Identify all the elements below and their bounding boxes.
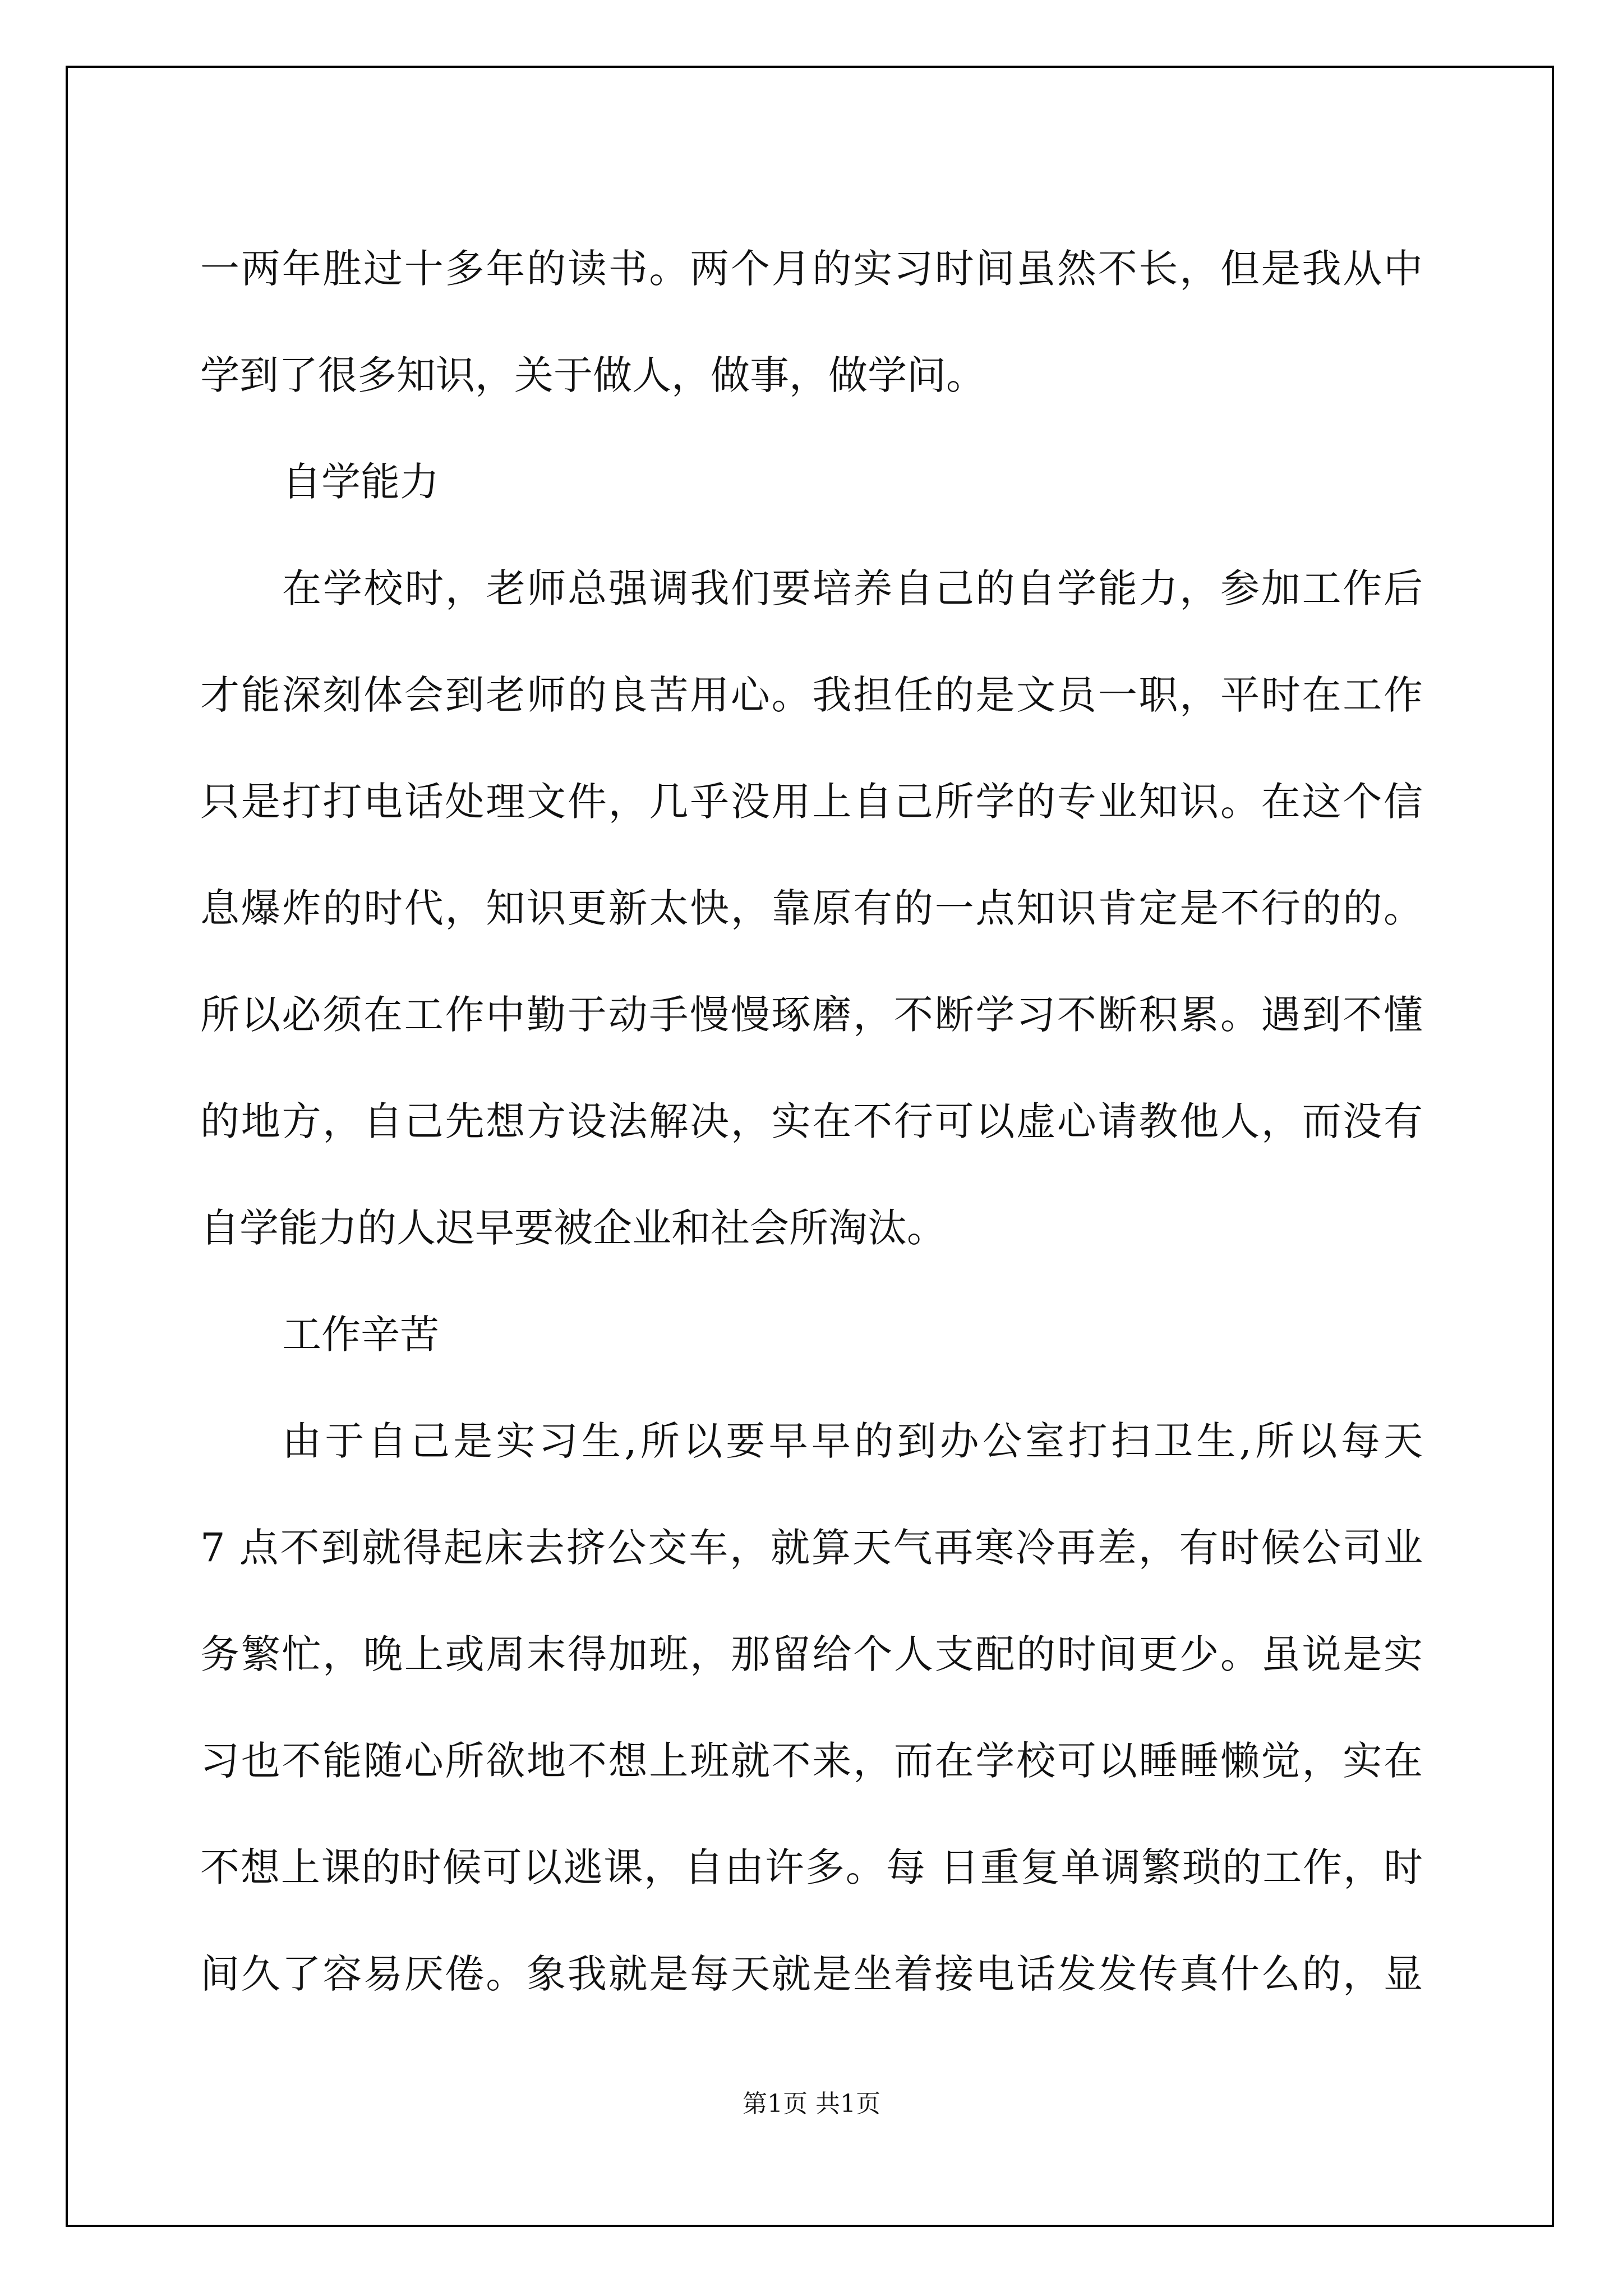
section-heading: 工作辛苦 — [282, 1312, 439, 1358]
paragraph-line: 7 点不到就得起床去挤公交车，就算天气再寒冷再差，有时候公司业 — [200, 1525, 1423, 1571]
page-number-footer: 第1页 共1页 — [743, 2090, 880, 2118]
paragraph-line: 一两年胜过十多年的读书。两个月的实习时间虽然不长，但是我从中 — [200, 246, 1423, 292]
paragraph-line: 在学校时，老师总强调我们要培养自己的自学能力，参加工作后 — [282, 565, 1423, 611]
paragraph-line: 自学能力的人迟早要被企业和社会所淘汰。 — [200, 1205, 946, 1251]
paragraph-line: 所以必须在工作中勤于动手慢慢琢磨，不断学习不断积累。遇到不懂 — [200, 992, 1423, 1038]
paragraph-line: 不想上课的时候可以逃课，自由许多。每 日重复单调繁琐的工作，时 — [200, 1844, 1423, 1890]
document-body — [200, 215, 1423, 2027]
paragraph-line: 由于自己是实习生,所以要早早的到办公室打扫卫生,所以每天 — [282, 1418, 1423, 1464]
paragraph-line: 息爆炸的时代，知识更新太快，靠原有的一点知识肯定是不行的的。 — [200, 885, 1423, 931]
paragraph-line: 只是打打电话处理文件，几乎没用上自己所学的专业知识。在这个信 — [200, 779, 1423, 825]
paragraph-line: 习也不能随心所欲地不想上班就不来，而在学校可以睡睡懒觉，实在 — [200, 1738, 1423, 1784]
section-heading: 自学能力 — [282, 459, 439, 505]
paragraph-line: 务繁忙，晚上或周末得加班，那留给个人支配的时间更少。虽说是实 — [200, 1631, 1423, 1677]
paragraph-line: 的地方，自己先想方设法解决，实在不行可以虚心请教他人，而没有 — [200, 1098, 1423, 1144]
paragraph-line: 才能深刻体会到老师的良苦用心。我担任的是文员一职，平时在工作 — [200, 672, 1423, 718]
paragraph-line: 间久了容易厌倦。象我就是每天就是坐着接电话发发传真什么的，显 — [200, 1951, 1423, 1997]
paragraph-line: 学到了很多知识，关于做人，做事，做学问。 — [200, 352, 985, 398]
